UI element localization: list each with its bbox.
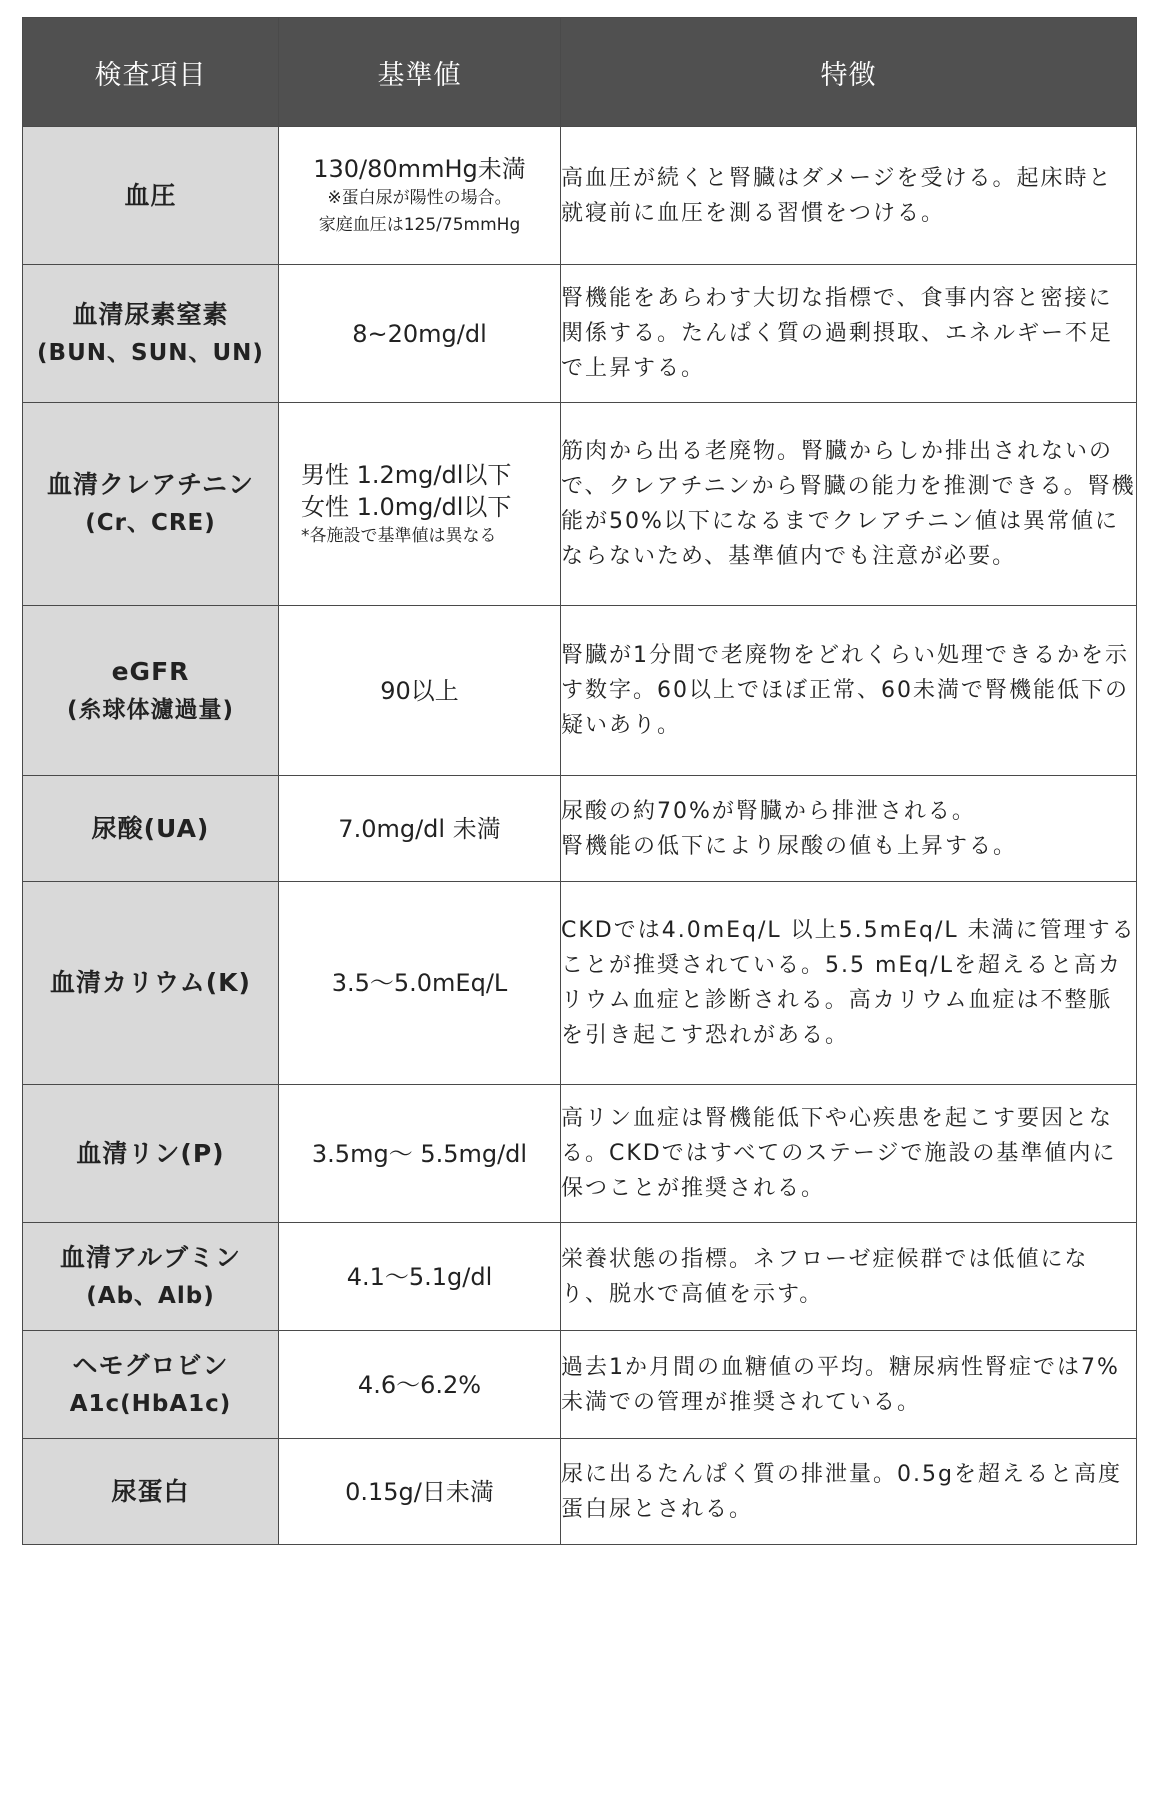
- test-item-cell: [23, 127, 279, 265]
- table-row: [23, 1223, 1137, 1331]
- test-item-name: 血清尿素窒素: [72, 299, 229, 329]
- test-item-cell: [23, 1223, 279, 1331]
- table-row: [23, 403, 1137, 606]
- reference-value-cell: [279, 606, 561, 776]
- header-row: [23, 18, 1137, 127]
- test-item-name: eGFR: [111, 656, 190, 686]
- reference-value: 3.5mg～ 5.5mg/dl: [311, 1139, 528, 1168]
- feature-cell: 腎臓が1分間で老廃物をどれくらい処理できるかを示す数字。60以上でほぼ正常、60未満で腎機能低下の疑いあり。: [561, 606, 1137, 776]
- kidney-test-table: [22, 17, 1137, 1545]
- feature-cell: 過去1か月間の血糖値の平均。糖尿病性腎症では7%未満での管理が推奨されている。: [561, 1331, 1137, 1439]
- feature-cell: 尿に出るたんぱく質の排泄量。0.5gを超えると高度蛋白尿とされる。: [561, 1439, 1137, 1545]
- test-item-abbrev: A1c(HbA1c): [69, 1390, 232, 1417]
- table-row: [23, 265, 1137, 403]
- test-item-abbrev: (Ab、Alb): [86, 1282, 215, 1309]
- feature-cell: 高リン血症は腎機能低下や心疾患を起こす要因となる。CKDではすべてのステージで施設の基準値内に保つことが推奨される。: [561, 1085, 1137, 1223]
- test-item-name: 尿蛋白: [111, 1476, 190, 1506]
- feature-cell: 筋肉から出る老廃物。腎臓からしか排出されないので、クレアチニンから腎臓の能力を推測できる。腎機能が50%以下になるまでクレアチニン値は異常値にならないため、基準値内でも注意が必要。: [561, 403, 1137, 606]
- reference-value: 90以上: [380, 676, 459, 705]
- reference-value-cell: [279, 1085, 561, 1223]
- reference-value: 0.15g/日未満: [345, 1477, 494, 1506]
- table-row: [23, 606, 1137, 776]
- test-item-abbrev: (BUN、SUN、UN): [37, 339, 264, 366]
- reference-value-cell: [279, 882, 561, 1085]
- reference-value: 4.1～5.1g/dl: [346, 1262, 493, 1291]
- test-item-name: ヘモグロビン: [72, 1350, 229, 1380]
- test-item-cell: [23, 1439, 279, 1545]
- header-reference-value: 基準値: [279, 18, 561, 127]
- reference-value: 130/80mmHg未満: [313, 154, 526, 183]
- reference-value-cell: [279, 1331, 561, 1439]
- reference-value-cell: [279, 265, 561, 403]
- test-item-cell: [23, 776, 279, 882]
- test-item-abbrev: (糸球体濾過量): [66, 696, 235, 723]
- reference-note: *各施設で基準値は異なる: [301, 525, 497, 546]
- test-item-abbrev: (Cr、CRE): [85, 510, 216, 536]
- header-feature: 特徴: [561, 18, 1137, 127]
- reference-note: ※蛋白尿が陽性の場合。 家庭血圧は125/75mmHg: [318, 187, 521, 235]
- test-item-cell: [23, 1085, 279, 1223]
- reference-value-cell: [279, 127, 561, 265]
- test-item-cell: [23, 606, 279, 776]
- table-row: [23, 1085, 1137, 1223]
- feature-cell: 尿酸の約70%が腎臓から排泄される。 腎機能の低下により尿酸の値も上昇する。: [561, 776, 1137, 882]
- reference-value-cell: [279, 776, 561, 882]
- table-header: [23, 18, 1137, 127]
- test-item-name: 血圧: [124, 180, 177, 210]
- reference-value: 男性 1.2mg/dl以下 女性 1.0mg/dl以下: [301, 460, 512, 521]
- header-test-item: 検査項目: [23, 18, 279, 127]
- test-item-cell: [23, 403, 279, 606]
- test-item-cell: [23, 265, 279, 403]
- table-row: [23, 1439, 1137, 1545]
- test-item-name: 血清カリウム(K): [50, 968, 251, 997]
- table-body: [23, 127, 1137, 1545]
- test-item-name: 血清アルブミン: [59, 1242, 241, 1272]
- test-item-name: 血清クレアチニン: [46, 470, 254, 499]
- feature-cell: 腎機能をあらわす大切な指標で、食事内容と密接に関係する。たんぱく質の過剰摂取、エネルギー不足で上昇する。: [561, 265, 1137, 403]
- reference-value-cell: [279, 1439, 561, 1545]
- test-item-name: 血清リン(P): [76, 1138, 225, 1168]
- table-row: [23, 1331, 1137, 1439]
- table-row: [23, 776, 1137, 882]
- reference-value-cell: [279, 1223, 561, 1331]
- feature-cell: 高血圧が続くと腎臓はダメージを受ける。起床時と就寝前に血圧を測る習慣をつける。: [561, 127, 1137, 265]
- feature-cell: CKDでは4.0mEq/L 以上5.5mEq/L 未満に管理することが推奨されている。5.5 mEq/Lを超えると高カリウム血症と診断される。高カリウム血症は不整脈を引き起こす恐れがある。: [561, 882, 1137, 1085]
- test-item-name: 尿酸(UA): [91, 813, 210, 843]
- reference-value: 4.6～6.2%: [357, 1370, 482, 1399]
- reference-value: 3.5～5.0mEq/L: [331, 969, 508, 997]
- reference-value: 7.0mg/dl 未満: [338, 814, 501, 843]
- test-item-cell: [23, 882, 279, 1085]
- table-row: [23, 882, 1137, 1085]
- feature-cell: 栄養状態の指標。ネフローゼ症候群では低値になり、脱水で高値を示す。: [561, 1223, 1137, 1331]
- reference-value-cell: [279, 403, 561, 606]
- test-item-cell: [23, 1331, 279, 1439]
- reference-value: 8~20mg/dl: [352, 319, 487, 348]
- table-row: [23, 127, 1137, 265]
